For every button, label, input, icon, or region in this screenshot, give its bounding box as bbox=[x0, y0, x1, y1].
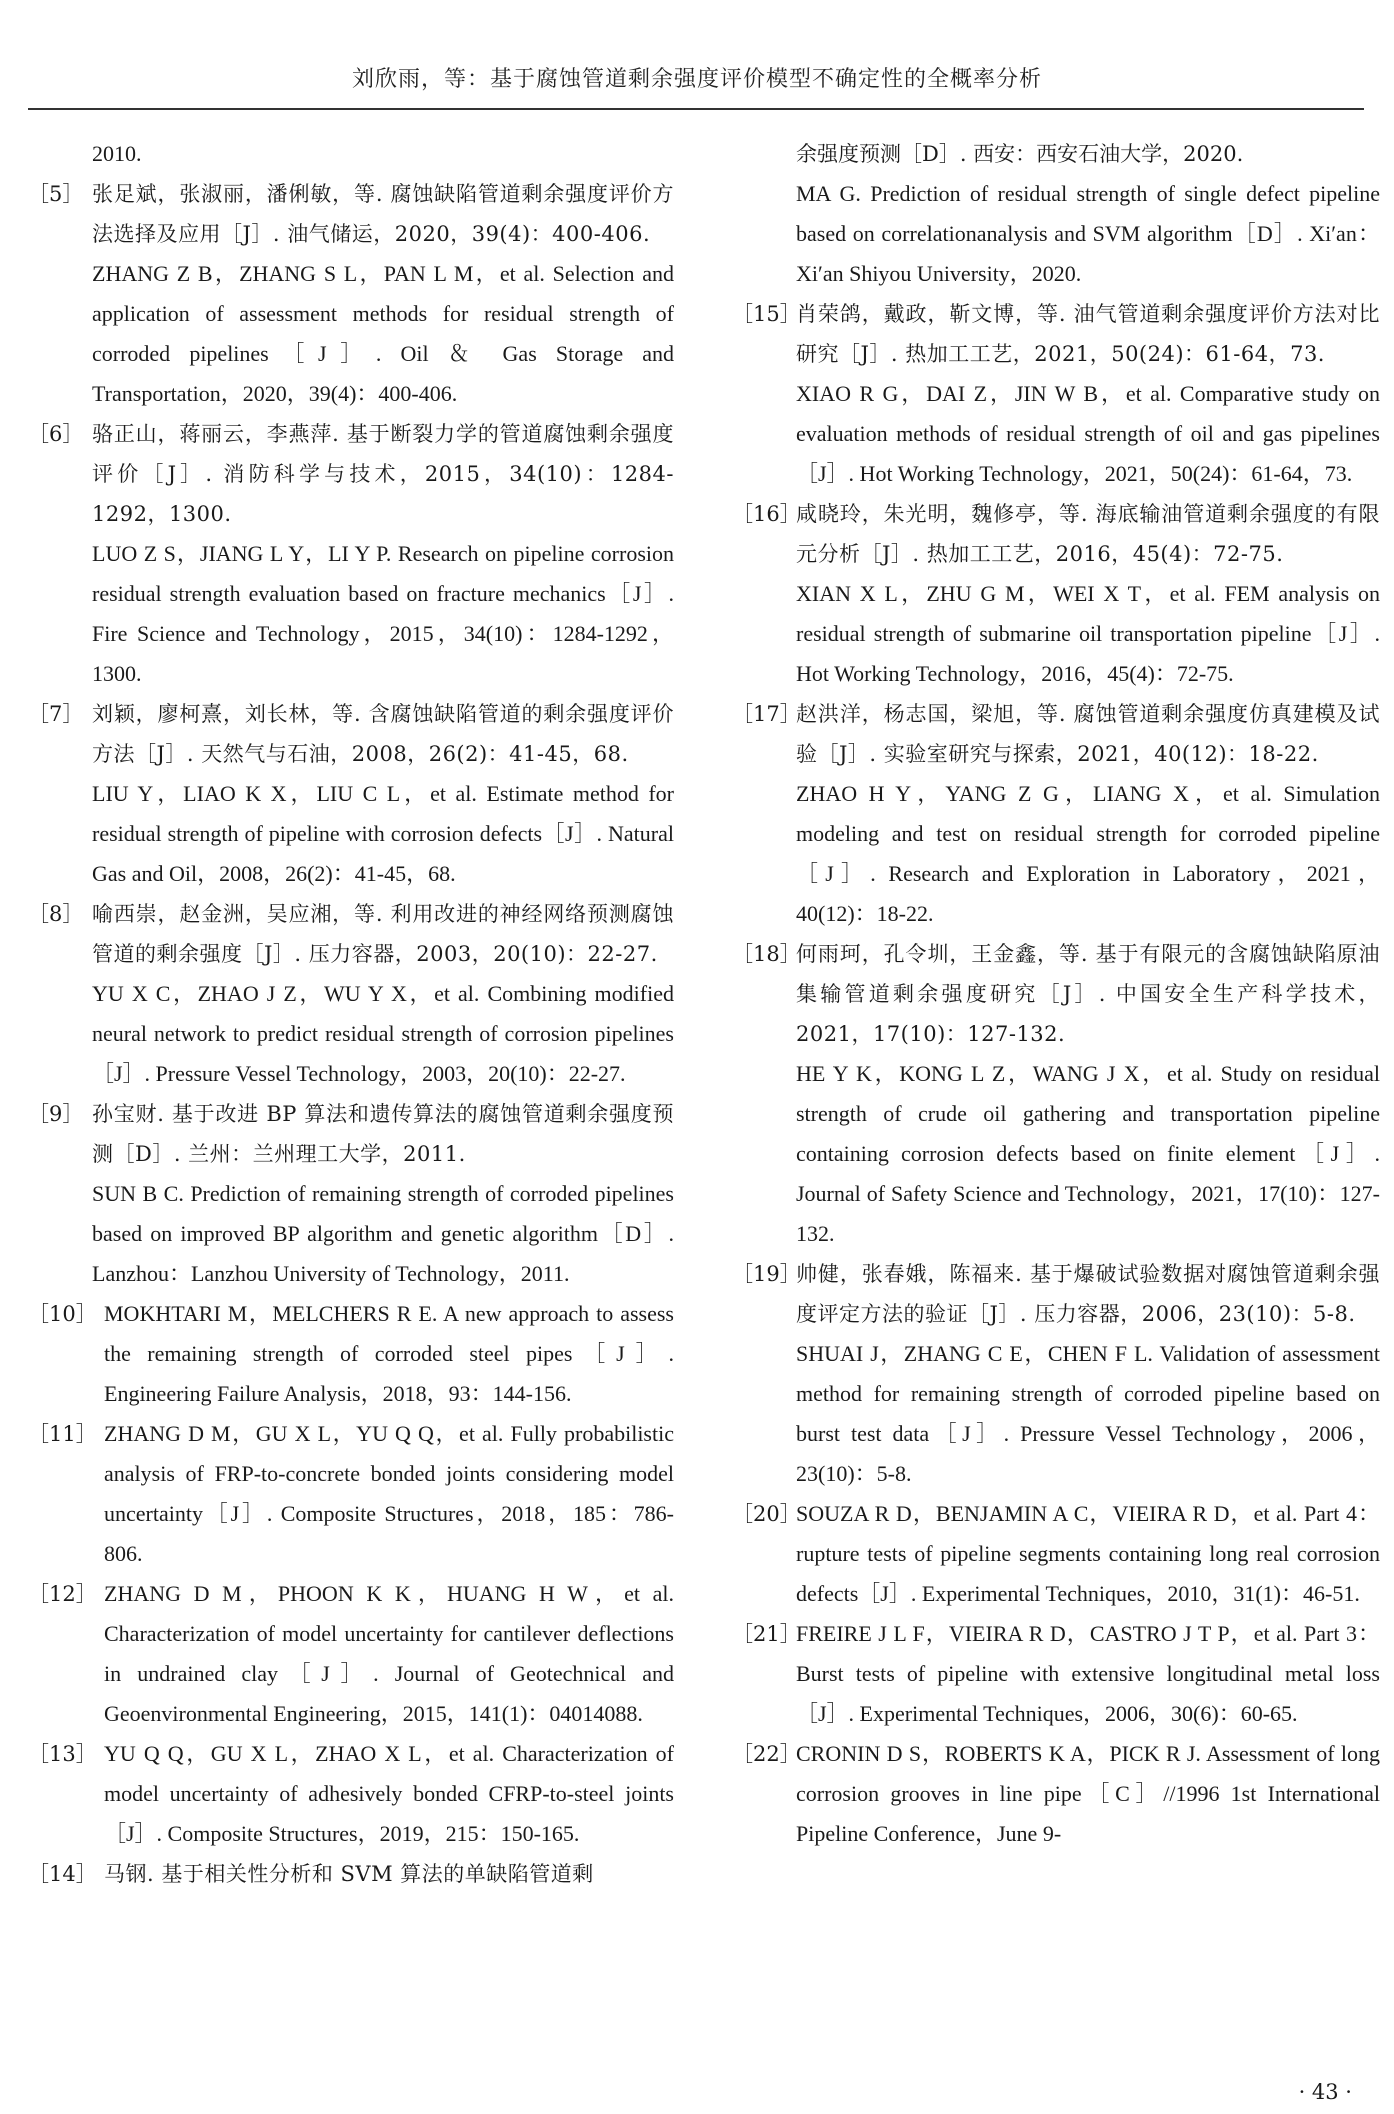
reference-number: ［11］ bbox=[28, 1422, 97, 1446]
reference-item bbox=[28, 414, 674, 694]
reference-text-en: LIU Y，LIAO K X，LIU C L，et al. Estimate method for residual strength of pipeline with corrosion defects［J］. Natural Gas and Oil，2008，26(2)：41-45，68. bbox=[92, 781, 674, 886]
reference-number: ［22］ bbox=[732, 1742, 801, 1766]
reference-number: ［16］ bbox=[732, 502, 801, 526]
reference-text-en: ZHAO H Y，YANG Z G，LIANG X，et al. Simulation modeling and test on residual strength for corroded pipeline［J］. Research and Exploration in Laboratory，2021，40(12)：18-22. bbox=[796, 781, 1380, 926]
reference-text-en: ZHANG D M，GU X L，YU Q Q，et al. Fully probabilistic analysis of FRP-to-concrete bonded joints considering model uncertainty［J］. Composite Structures，2018，185：786-806. bbox=[104, 1421, 674, 1566]
continued-reference-text: 2010. bbox=[92, 141, 142, 166]
reference-text-en: LUO Z S，JIANG L Y，LI Y P. Research on pipeline corrosion residual strength evaluation based on fracture mechanics［J］. Fire Science and Technology，2015，34(10)：1284-1292，1300. bbox=[92, 541, 674, 686]
reference-item bbox=[28, 694, 674, 894]
reference-text-cn: 肖荣鸽，戴政，靳文博，等. 油气管道剩余强度评价方法对比研究［J］. 热加工工艺，2021，50(24)：61-64，73. bbox=[796, 302, 1380, 366]
left-reference-list bbox=[28, 174, 674, 1894]
reference-text-cn: 马钢. 基于相关性分析和 SVM 算法的单缺陷管道剩 bbox=[104, 1862, 594, 1886]
reference-number: ［18］ bbox=[732, 942, 801, 966]
reference-item bbox=[28, 1854, 674, 1894]
reference-text-en: CRONIN D S，ROBERTS K A，PICK R J. Assessment of long corrosion grooves in line pipe［C］//1996 1st International Pipeline Conference，June 9- bbox=[796, 1741, 1380, 1846]
reference-number: ［21］ bbox=[732, 1622, 801, 1646]
reference-item bbox=[732, 294, 1380, 494]
reference-text-en: SUN B C. Prediction of remaining strength of corroded pipelines based on improved BP algorithm and genetic algorithm［D］. Lanzhou：Lanzhou University of Technology，2011. bbox=[92, 1181, 674, 1286]
reference-item bbox=[28, 174, 674, 414]
reference-text-cn: 张足斌，张淑丽，潘俐敏，等. 腐蚀缺陷管道剩余强度评价方法选择及应用［J］. 油气储运，2020，39(4)：400-406. bbox=[92, 182, 674, 246]
reference-text-en: MOKHTARI M，MELCHERS R E. A new approach to assess the remaining strength of corroded steel pipes［J］. Engineering Failure Analysis，2018，93：144-156. bbox=[104, 1301, 674, 1406]
reference-number: ［5］ bbox=[28, 182, 84, 206]
reference-text-en: SOUZA R D，BENJAMIN A C，VIEIRA R D，et al. Part 4：rupture tests of pipeline segments containing long real corrosion defects［J］. Experimental Techniques，2010，31(1)：46-51. bbox=[796, 1501, 1380, 1606]
reference-text-en: SHUAI J，ZHANG C E，CHEN F L. Validation of assessment method for remaining strength of corroded pipeline based on burst test data［J］. Pressure Vessel Technology，2006，23(10)：5-8. bbox=[796, 1341, 1380, 1486]
right-reference-list bbox=[732, 294, 1380, 1854]
continued-reference bbox=[28, 134, 674, 174]
reference-number: ［15］ bbox=[732, 302, 801, 326]
reference-text-en: ZHANG D M，PHOON K K，HUANG H W，et al. Characterization of model uncertainty for cantilever deflections in undrained clay［J］. Journal of Geotechnical and Geoenvironmental Engineering，2015，141(1)：04014088. bbox=[104, 1581, 674, 1726]
reference-text-cn: 刘颖，廖柯熹，刘长林，等. 含腐蚀缺陷管道的剩余强度评价方法［J］. 天然气与石油，2008，26(2)：41-45，68. bbox=[92, 702, 674, 766]
reference-number: ［7］ bbox=[28, 702, 84, 726]
reference-text-en: ZHANG Z B，ZHANG S L，PAN L M，et al. Selection and application of assessment methods for residual strength of corroded pipelines［J］. Oil ＆ Gas Storage and Transportation，2020，39(4)：400-406. bbox=[92, 261, 674, 406]
continued-reference-en: MA G. Prediction of residual strength of single defect pipeline based on correlationanalysis and SVM algorithm［D］. Xi′an：Xi′an Shiyou University，2020. bbox=[796, 181, 1380, 286]
reference-number: ［8］ bbox=[28, 902, 84, 926]
reference-item bbox=[732, 1734, 1380, 1854]
reference-number: ［9］ bbox=[28, 1102, 84, 1126]
reference-number: ［6］ bbox=[28, 422, 84, 446]
reference-text-en: XIAN X L，ZHU G M，WEI X T，et al. FEM analysis on residual strength of submarine oil transportation pipeline［J］. Hot Working Technology，2016，45(4)：72-75. bbox=[796, 581, 1380, 686]
header-divider bbox=[28, 108, 1364, 110]
reference-number: ［20］ bbox=[732, 1502, 801, 1526]
reference-number: ［10］ bbox=[28, 1302, 97, 1326]
reference-number: ［14］ bbox=[28, 1862, 97, 1886]
running-header: 刘欣雨，等：基于腐蚀管道剩余强度评价模型不确定性的全概率分析 bbox=[351, 67, 1042, 92]
reference-text-en: YU X C，ZHAO J Z，WU Y X，et al. Combining modified neural network to predict residual strength of corrosion pipelines［J］. Pressure Vessel Technology，2003，20(10)：22-27. bbox=[92, 981, 674, 1086]
reference-text-en: FREIRE J L F，VIEIRA R D，CASTRO J T P，et al. Part 3：Burst tests of pipeline with extensive longitudinal metal loss［J］. Experimental Techniques，2006，30(6)：60-65. bbox=[796, 1621, 1380, 1726]
reference-number: ［19］ bbox=[732, 1262, 801, 1286]
reference-item bbox=[28, 1414, 674, 1574]
reference-item bbox=[28, 1734, 674, 1854]
reference-item bbox=[732, 694, 1380, 934]
reference-item bbox=[28, 1094, 674, 1294]
reference-text-cn: 帅健，张春娥，陈福来. 基于爆破试验数据对腐蚀管道剩余强度评定方法的验证［J］. 压力容器，2006，23(10)：5-8. bbox=[796, 1262, 1380, 1326]
reference-number: ［13］ bbox=[28, 1742, 97, 1766]
reference-text-cn: 咸晓玲，朱光明，魏修亭，等. 海底输油管道剩余强度的有限元分析［J］. 热加工工艺，2016，45(4)：72-75. bbox=[796, 502, 1380, 566]
reference-number: ［12］ bbox=[28, 1582, 97, 1606]
reference-text-en: XIAO R G，DAI Z，JIN W B，et al. Comparative study on evaluation methods of residual strength of oil and gas pipelines［J］. Hot Working Technology，2021，50(24)：61-64，73. bbox=[796, 381, 1380, 486]
left-column bbox=[28, 134, 674, 1894]
reference-item bbox=[732, 494, 1380, 694]
page-number: · 43 · bbox=[1298, 2080, 1352, 2104]
reference-item bbox=[732, 1254, 1380, 1494]
reference-item bbox=[28, 1294, 674, 1414]
reference-item bbox=[732, 1614, 1380, 1734]
reference-item bbox=[732, 1494, 1380, 1614]
right-column bbox=[732, 134, 1380, 1854]
reference-text-cn: 喻西崇，赵金洲，吴应湘，等. 利用改进的神经网络预测腐蚀管道的剩余强度［J］. 压力容器，2003，20(10)：22-27. bbox=[92, 902, 674, 966]
reference-text-cn: 何雨珂，孔令圳，王金鑫，等. 基于有限元的含腐蚀缺陷原油集输管道剩余强度研究［J］. 中国安全生产科学技术，2021，17(10)：127-132. bbox=[796, 942, 1380, 1046]
reference-text-cn: 赵洪洋，杨志国，梁旭，等. 腐蚀管道剩余强度仿真建模及试验［J］. 实验室研究与探索，2021，40(12)：18-22. bbox=[796, 702, 1380, 766]
reference-text-cn: 骆正山，蒋丽云，李燕萍. 基于断裂力学的管道腐蚀剩余强度评价［J］. 消防科学与技术，2015，34(10)：1284-1292，1300. bbox=[92, 422, 674, 526]
reference-text-cn: 孙宝财. 基于改进 BP 算法和遗传算法的腐蚀管道剩余强度预测［D］. 兰州：兰州理工大学，2011. bbox=[92, 1102, 674, 1166]
continued-reference-cn: 余强度预测［D］. 西安：西安石油大学，2020. bbox=[796, 142, 1244, 166]
reference-item bbox=[28, 894, 674, 1094]
reference-text-en: YU Q Q，GU X L，ZHAO X L，et al. Characterization of model uncertainty of adhesively bonded CFRP-to-steel joints［J］. Composite Structures，2019，215：150-165. bbox=[104, 1741, 674, 1846]
continued-reference bbox=[732, 134, 1380, 294]
reference-item bbox=[732, 934, 1380, 1254]
reference-item bbox=[28, 1574, 674, 1734]
reference-text-en: HE Y K，KONG L Z，WANG J X，et al. Study on residual strength of crude oil gathering and transportation pipeline containing corrosion defects based on finite element［J］. Journal of Safety Science and Technology，2021，17(10)：127-132. bbox=[796, 1061, 1380, 1246]
reference-number: ［17］ bbox=[732, 702, 801, 726]
